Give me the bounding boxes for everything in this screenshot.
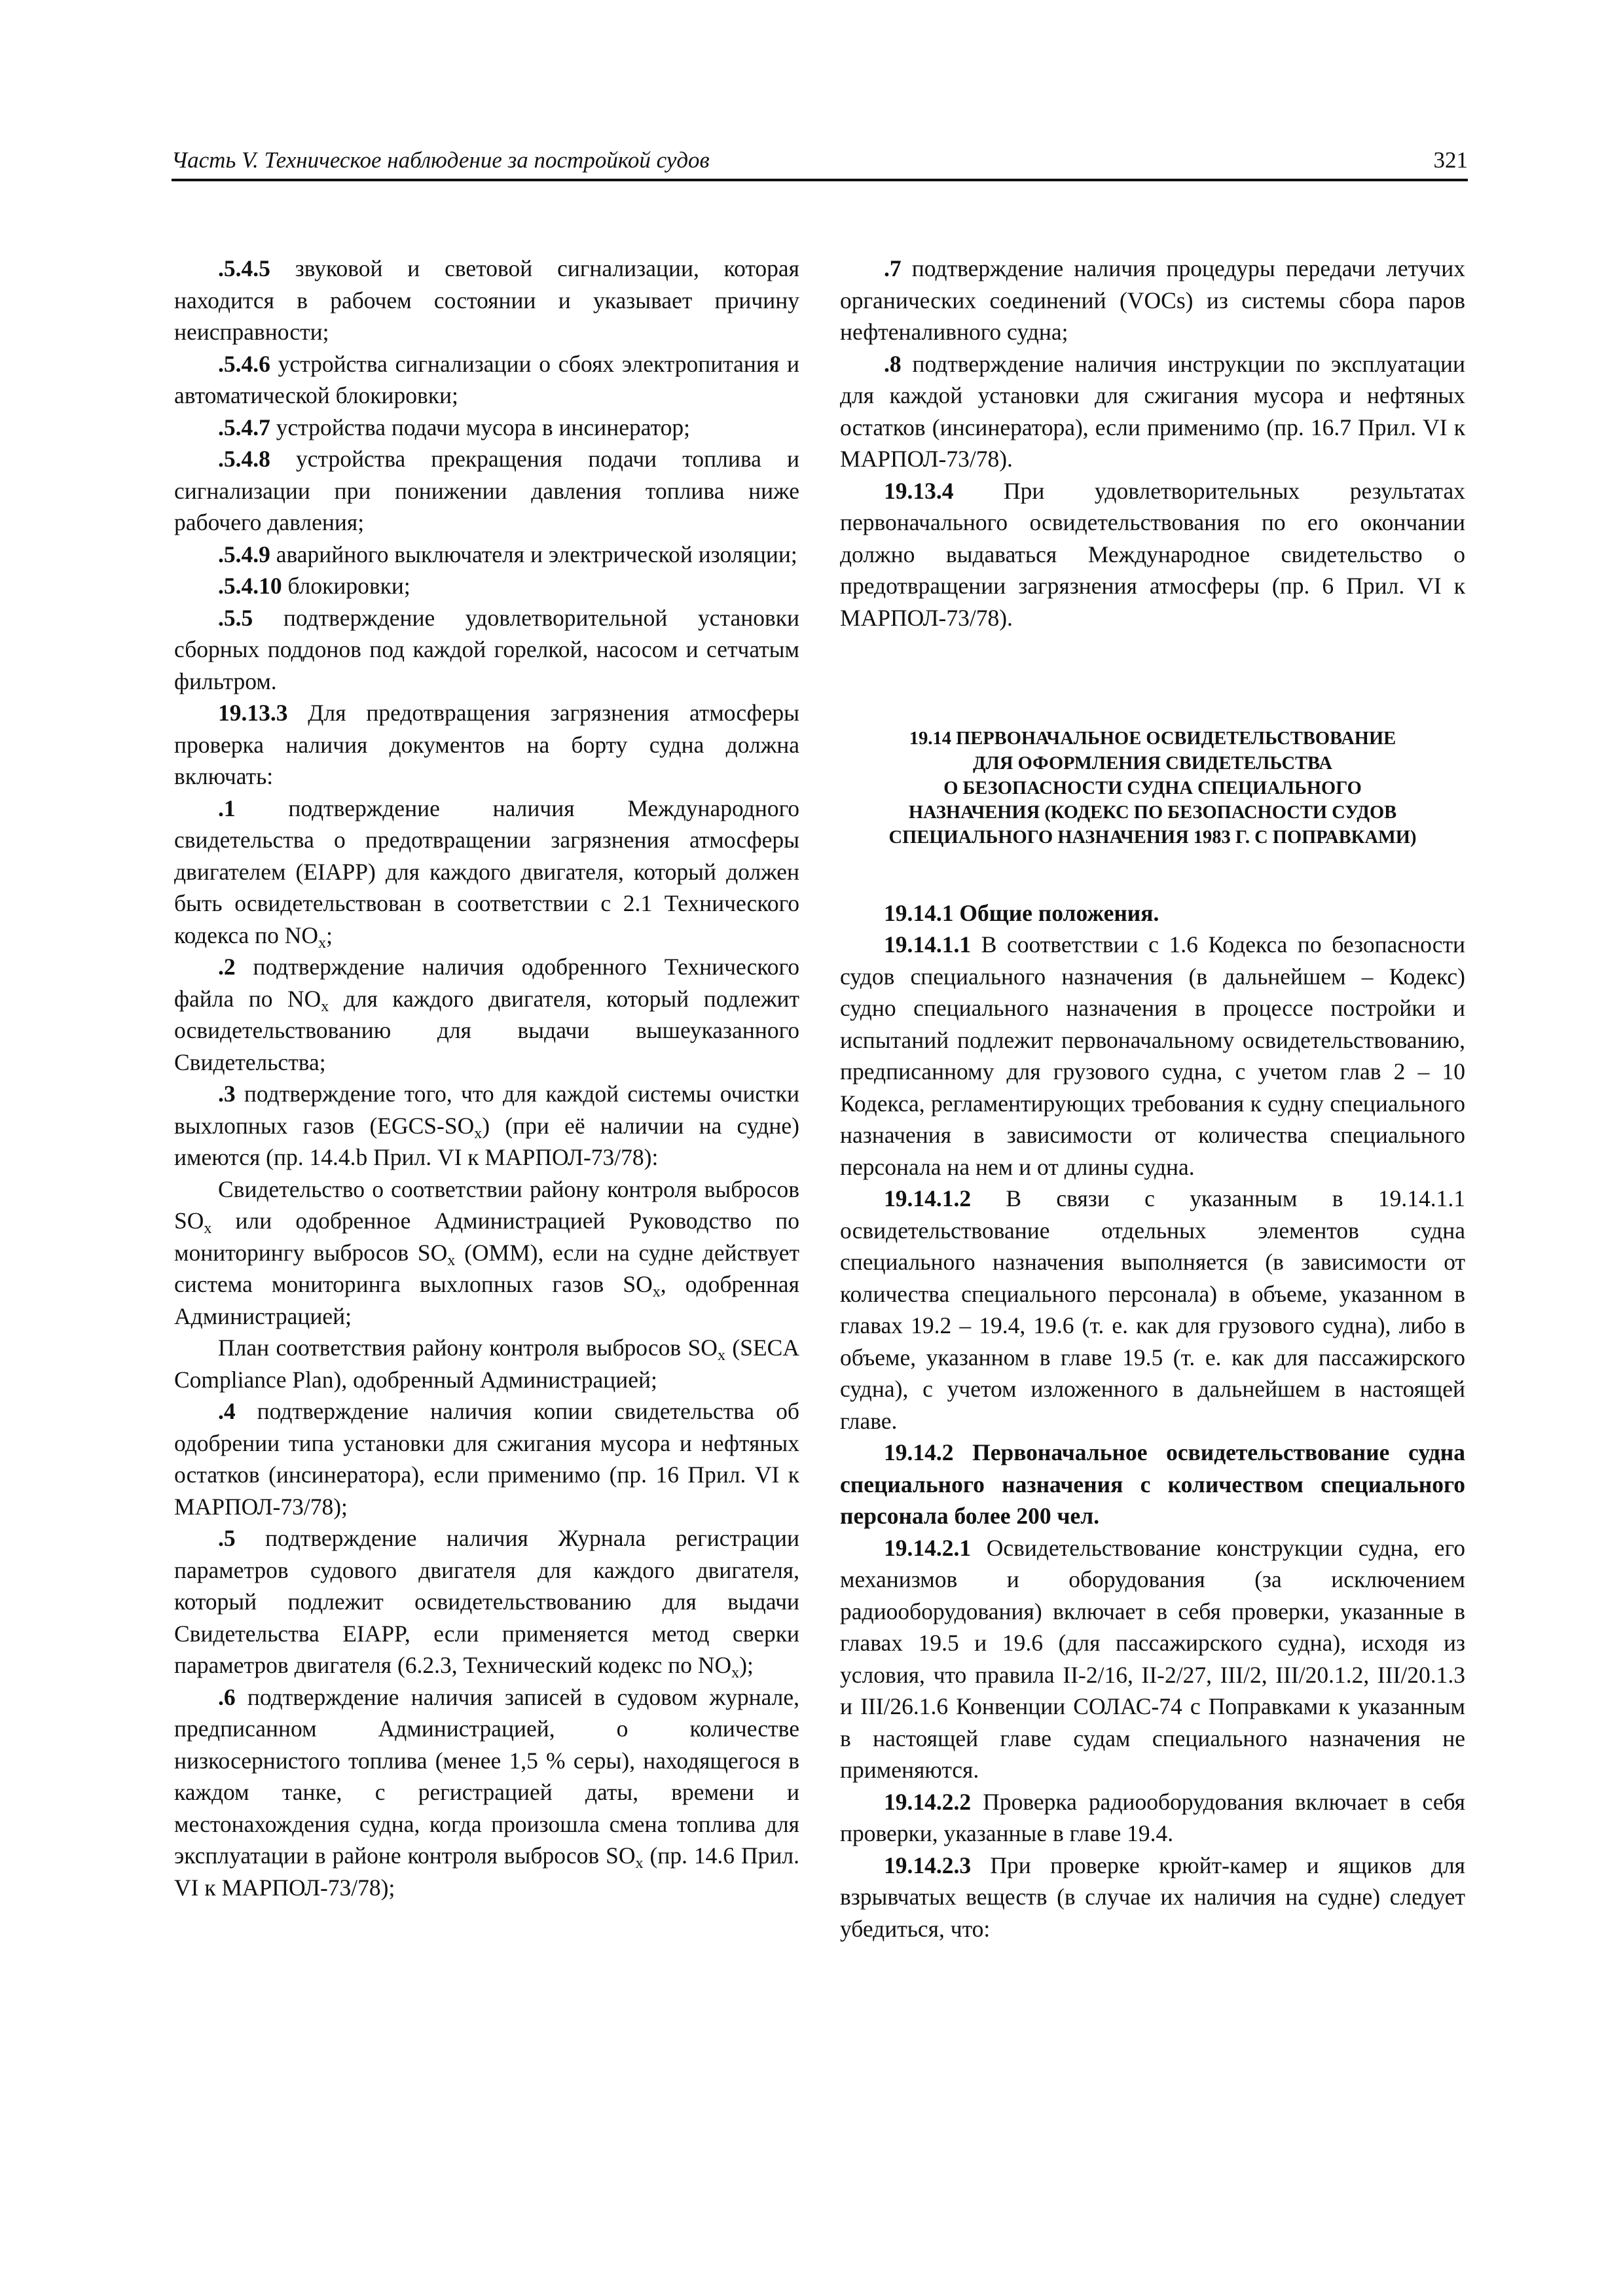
paragraph: .5.4.7 устройства подачи мусора в инсинератор; — [218, 414, 690, 440]
paragraph: Свидетельство о соответствии району контроля выбросов $SO_x$ или одобренное Администрацией Руководство по мониторингу выбросов $SO_x$ (ОММ), если на судне действует система мониторинга выхлопных газов $SO_x$, одобренная Администрацией; — [174, 1175, 799, 1329]
paragraph: .2 подтверждение наличия одобренного Технического файла по $NO_x$ для каждого двигателя, который подлежит освидетельствованию для выдачи вышеуказанного Свидетельства; — [174, 954, 799, 1075]
paragraph: .5.4.9 аварийного выключателя и электрической изоляции; — [218, 541, 797, 567]
paragraph: План соответствия району контроля выбросов $SO_x$ (SECA Compliance Plan), одобренный Администрацией; — [174, 1335, 799, 1393]
paragraph: 19.13.3 Для предотвращения загрязнения атмосферы проверка наличия документов на борту судна должна включать: — [174, 700, 799, 789]
paragraph: .7 подтверждение наличия процедуры передачи летучих органических соединений (VOCs) из системы сбора паров нефтеналивного судна; — [840, 255, 1465, 345]
paragraph: 19.14.2.2 Проверка радиооборудования включает в себя проверки, указанные в главе 19.4. — [840, 1788, 1465, 1847]
section-heading: 19.14 ПЕРВОНАЧАЛЬНОЕ ОСВИДЕТЕЛЬСТВОВАНИЕ ДЛЯ ОФОРМЛЕНИЯ СВИДЕТЕЛЬСТВА О БЕЗОПАСНОСТИ СУДНА СПЕЦИАЛЬНОГО НАЗНАЧЕНИЯ (КОДЕКС ПО БЕЗОПАСНОСТИ СУДОВ СПЕЦИАЛЬНОГО НАЗНАЧЕНИЯ 1983 Г. С ПОПРАВКАМИ) — [888, 728, 1417, 848]
left-column — [174, 253, 799, 1903]
paragraph: .5 подтверждение наличия Журнала регистрации параметров судового двигателя для каждого двигателя, который подлежит освидетельствованию для выдачи Свидетельства EIAPP, если применяется метод сверки параметров двигателя (6.2.3, Технический кодекс по $NO_x$); — [174, 1525, 799, 1681]
paragraph: .3 подтверждение того, что для каждой системы очистки выхлопных газов $(EGCS-SO_x)$ (при её наличии на судне) имеются (пр. 14.4.b Прил. VI к МАРПОЛ-73/78): — [174, 1081, 799, 1170]
paragraph: .5.4.8 устройства прекращения подачи топлива и сигнализации при понижении давления топлива ниже рабочего давления; — [174, 446, 799, 535]
page-number: 321 — [1433, 147, 1468, 173]
paragraph: 19.14.2.1 Освидетельствование конструкции судна, его механизмов и оборудования (за исключением радиооборудования) включает в себя проверки, указанные в главах 19.5 и 19.6 (для пассажирского судна), исходя из условия, что правила II-2/16, II-2/27, III/2, III/20.1.2, III/20.1.3 и III/26.1.6 Конвенции СОЛАС-74 с Поправками к указанным в настоящей главе судам специального назначения не применяются. — [840, 1534, 1465, 1784]
paragraph: .5.5 подтверждение удовлетворительной установки сборных поддонов под каждой горелкой, насосом и сетчатым фильтром. — [174, 604, 799, 694]
subsection-title: 19.14.2 Первоначальное освидетельствование судна специального назначения с количеством специального персонала более 200 чел. — [840, 1439, 1465, 1530]
paragraph: .6 подтверждение наличия записей в судовом журнале, предписанном Администрацией, о количестве низкосернистого топлива (менее 1,5 % серы), находящегося в каждом танке, с регистрацией даты, времени и местонахождения судна, когда произошла смена топлива для эксплуатации в районе контроля выбросов $SO_x$ (пр. 14.6 Прил. VI к МАРПОЛ-73/78); — [174, 1683, 800, 1901]
paragraph: .5.4.6 устройства сигнализации о сбоях электропитания и автоматической блокировки; — [174, 350, 799, 408]
right-column — [840, 253, 1465, 1945]
paragraph: .8 подтверждение наличия инструкции по эксплуатации для каждой установки для сжигания мусора и нефтяных остатков (инсинератора), если применимо (пр. 16.7 Прил. VI к МАРПОЛ-73/78). — [840, 350, 1465, 472]
paragraph: 19.14.1.2 В связи с указанным в 19.14.1.1 освидетельствование отдельных элементов судна специального назначения выполняется (в зависимости от количества специального персонала) в объеме, указанном в главах 19.2 – 19.4, 19.6 (т. е. как для грузового судна), либо в объеме, указанном в главе 19.5 (т. е. как для пассажирского судна), с учетом изложенного в дальнейшем в настоящей главе. — [840, 1185, 1465, 1434]
running-title: Часть V. Техническое наблюдение за постройкой судов — [172, 147, 710, 173]
paragraph: .5.4.10 блокировки; — [218, 573, 410, 599]
paragraph: 19.13.4 При удовлетворительных результатах первоначального освидетельствования по его окончании должно выдаваться Международное свидетельство о предотвращении загрязнения атмосферы (пр. 6 Прил. VI к МАРПОЛ-73/78). — [840, 477, 1465, 631]
paragraph: .1 подтверждение наличия Международного свидетельства о предотвращении загрязнения атмосферы двигателем (EIAPP) для каждого двигателя, который должен быть освидетельствован в соответствии с 2.1 Технического кодекса по $NO_x$; — [174, 795, 799, 952]
paragraph: .5.4.5 звуковой и световой сигнализации, которая находится в рабочем состоянии и указывает причину неисправности; — [174, 255, 799, 345]
subsection-title: 19.14.1 Общие положения. — [884, 899, 1159, 926]
paragraph: 19.14.1.1 В соответствии с 1.6 Кодекса по безопасности судов специального назначения (в дальнейшем – Кодекс) судно специального назначения в процессе постройки и испытаний подлежит первоначальному освидетельствованию, предписанному для грузового судна, с учетом глав 2 – 10 Кодекса, регламентирующих требования к судну специального назначения в зависимости от количества специального персонала на нем и от длины судна. — [840, 931, 1465, 1180]
paragraph: .4 подтверждение наличия копии свидетельства об одобрении типа установки для сжигания мусора и нефтяных остатков (инсинератора), если применимо (пр. 16 Прил. VI к МАРПОЛ-73/78); — [174, 1398, 799, 1520]
running-header — [172, 147, 1468, 181]
header-rule — [172, 179, 1468, 181]
paragraph: 19.14.2.3 При проверке крюйт-камер и ящиков для взрывчатых веществ (в случае их наличия на судне) следует убедиться, что: — [840, 1852, 1465, 1942]
